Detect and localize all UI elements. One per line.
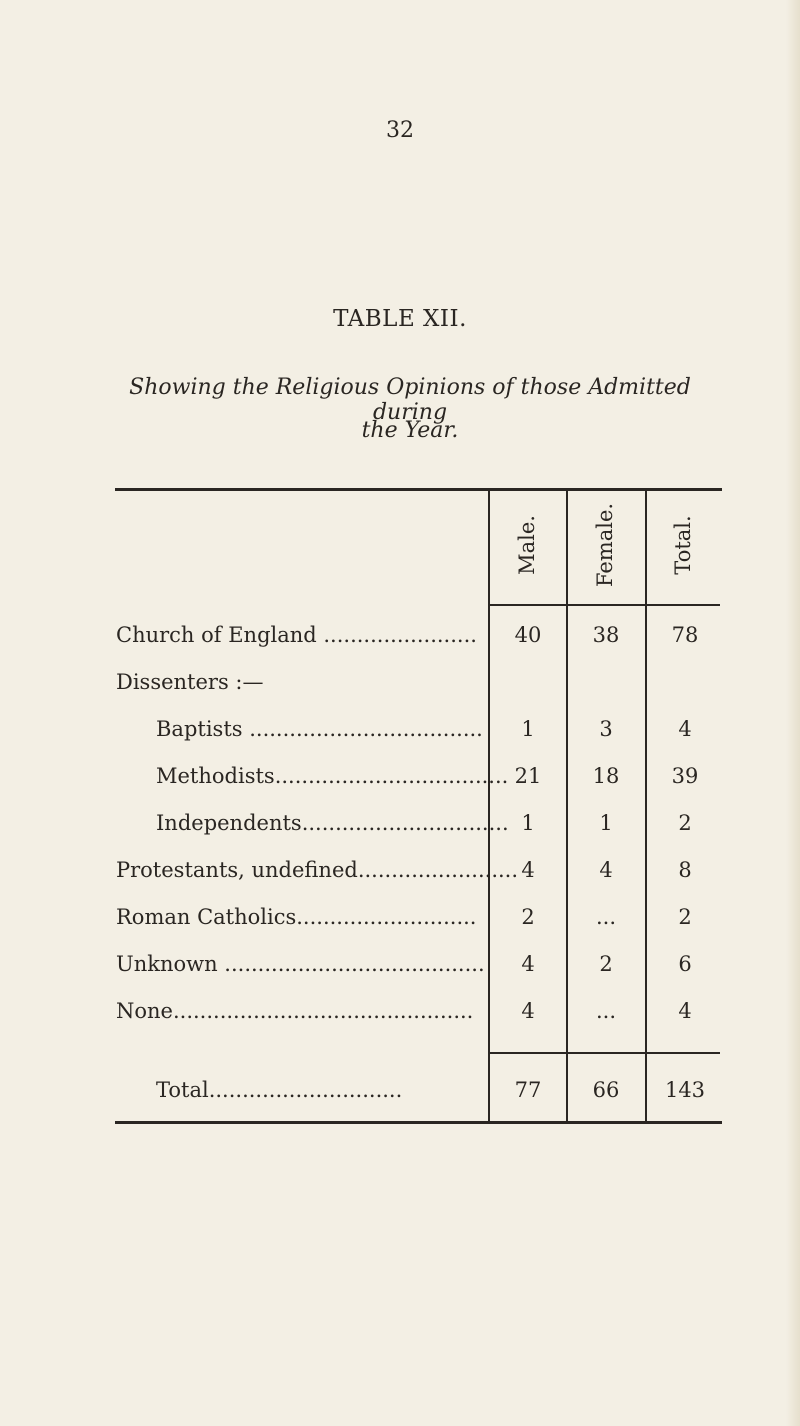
- column-divider-total: [645, 491, 647, 1121]
- cell-protestants-undefined-female: 4: [599, 858, 613, 882]
- column-header-female-label: Female.: [593, 502, 617, 588]
- cell-total-total: 143: [664, 1078, 706, 1102]
- table-title: TABLE XII.: [333, 306, 467, 332]
- cell-roman-catholics-female: ...: [595, 905, 617, 929]
- row-label-baptists: Baptists ...................................: [156, 717, 483, 741]
- column-header-female: [585, 485, 625, 605]
- page-edge-shadow: [786, 0, 800, 1426]
- cell-roman-catholics-male: 2: [521, 905, 535, 929]
- cell-none-male: 4: [521, 999, 535, 1023]
- cell-baptists-female: 3: [599, 717, 613, 741]
- cell-unknown-male: 4: [521, 952, 535, 976]
- cell-independents-female: 1: [599, 811, 613, 835]
- cell-protestants-undefined-male: 4: [521, 858, 535, 882]
- row-label-unknown: Unknown .......................................: [116, 952, 485, 976]
- cell-church-of-england-female: 38: [592, 623, 620, 647]
- cell-total-female: 66: [592, 1078, 620, 1102]
- page-number: 32: [386, 118, 414, 143]
- row-label-dissenters: Dissenters :—: [116, 670, 264, 694]
- row-label-methodists: Methodists...................................: [156, 764, 509, 788]
- cell-total-male: 77: [514, 1078, 542, 1102]
- row-label-church-of-england: Church of England .......................: [116, 623, 477, 647]
- row-label-total: Total.............................: [156, 1078, 403, 1102]
- cell-methodists-male: 21: [514, 764, 542, 788]
- cell-church-of-england-total: 78: [671, 623, 699, 647]
- column-header-total: [663, 485, 703, 605]
- cell-none-total: 4: [678, 999, 692, 1023]
- cell-none-female: ...: [595, 999, 617, 1023]
- row-label-none: None.............................................: [116, 999, 474, 1023]
- cell-independents-total: 2: [678, 811, 692, 835]
- cell-methodists-female: 18: [592, 764, 620, 788]
- row-label-protestants-undefined: Protestants, undefined........................: [116, 858, 519, 882]
- cell-unknown-female: 2: [599, 952, 613, 976]
- column-header-total-label: Total.: [671, 515, 695, 575]
- cell-unknown-total: 6: [678, 952, 692, 976]
- cell-roman-catholics-total: 2: [678, 905, 692, 929]
- cell-baptists-male: 1: [521, 717, 535, 741]
- column-header-male-label: Male.: [515, 515, 539, 575]
- cell-protestants-undefined-total: 8: [678, 858, 692, 882]
- column-divider-male: [488, 491, 490, 1121]
- total-overline: [488, 1052, 720, 1054]
- column-divider-female: [566, 491, 568, 1121]
- cell-church-of-england-male: 40: [514, 623, 542, 647]
- row-label-independents: Independents...............................: [156, 811, 509, 835]
- cell-baptists-total: 4: [678, 717, 692, 741]
- table-bottom-rule: [115, 1121, 722, 1124]
- column-header-male: [507, 485, 547, 605]
- cell-independents-male: 1: [521, 811, 535, 835]
- table-top-rule: [115, 488, 722, 491]
- row-label-roman-catholics: Roman Catholics...........................: [116, 905, 477, 929]
- table-caption-line-1: Showing the Religious Opinions of those Admitted during: [129, 375, 691, 425]
- table-caption-line-2: the Year.: [361, 418, 459, 443]
- cell-methodists-total: 39: [671, 764, 699, 788]
